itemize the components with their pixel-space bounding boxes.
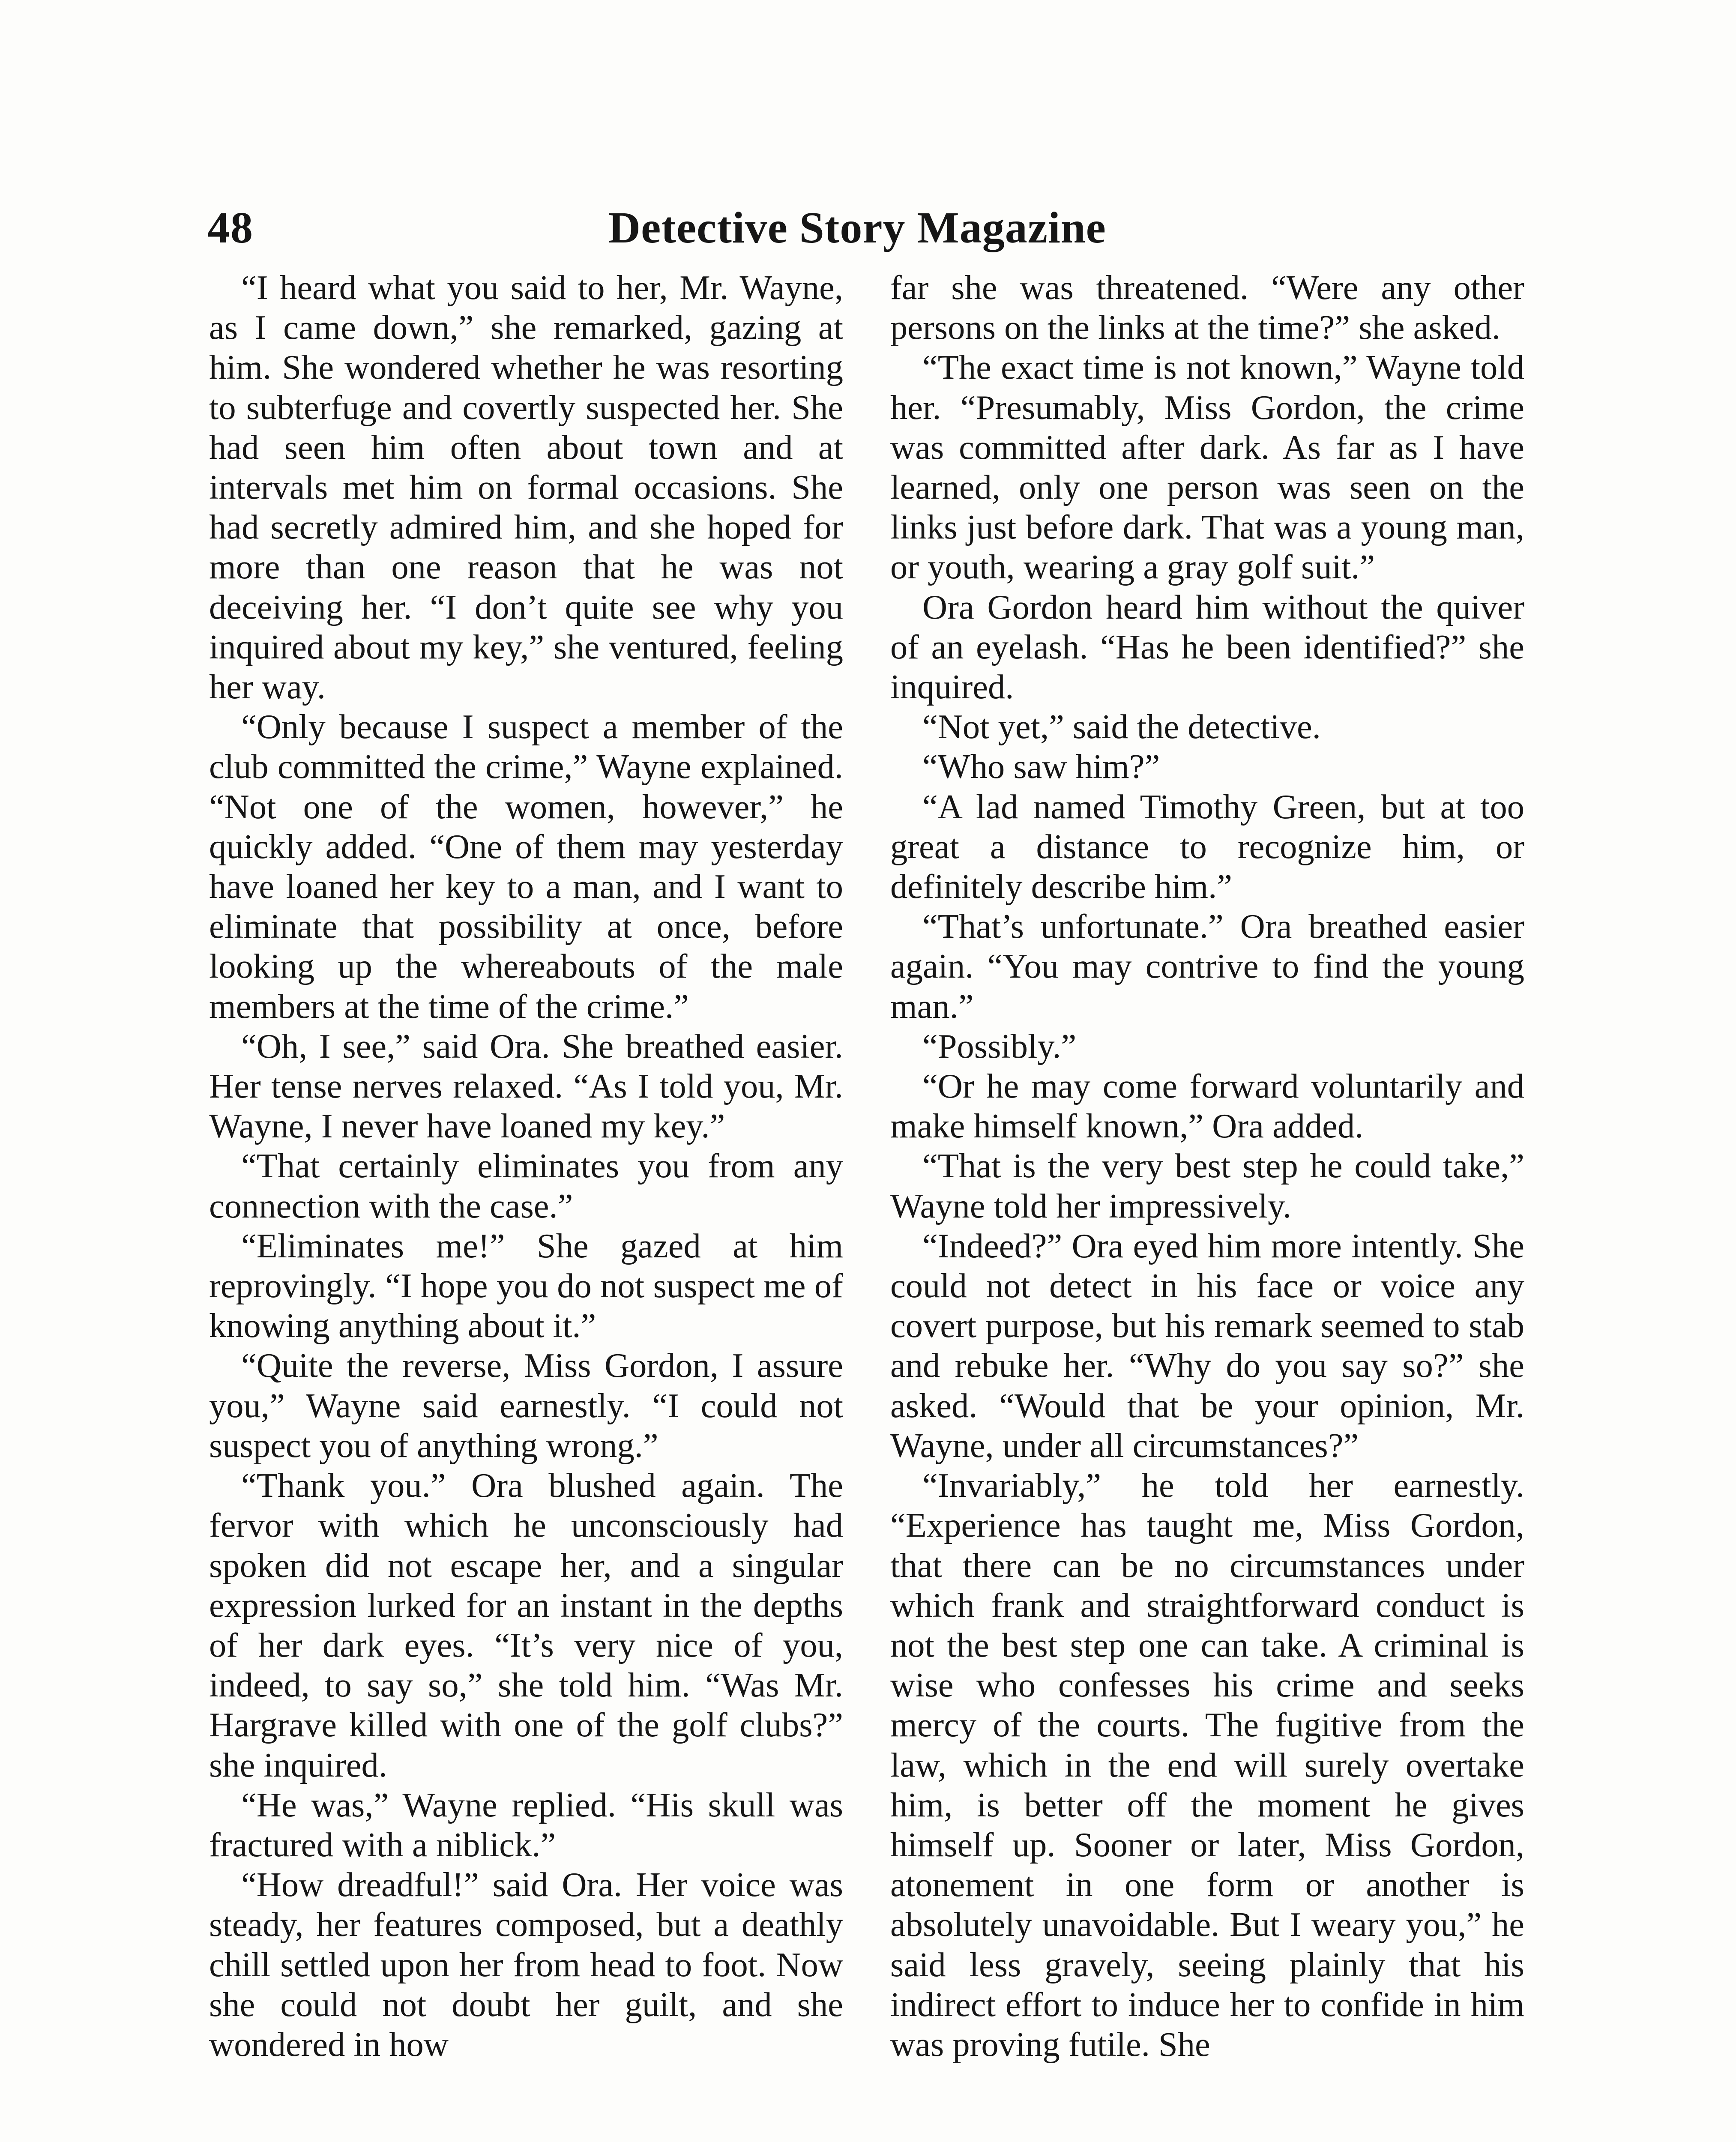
paragraph: “Only because I suspect a member of the club committed the crime,” Wayne explained. “Not one of the women, however,” he quickly added. “One of them may yesterday have loaned her key to a man, and I want to eliminate that possibility at once, before looking up the whereabouts of the male members at the time of the crime.” bbox=[209, 708, 843, 1026]
paragraph: “Quite the reverse, Miss Gordon, I assure you,” Wayne said earnestly. “I could not suspect you of anything wrong.” bbox=[209, 1346, 843, 1465]
running-head: Detective Story Magazine bbox=[608, 203, 1106, 252]
paragraph: “A lad named Timothy Green, but at too great a distance to recognize him, or definitely describe him.” bbox=[890, 787, 1524, 906]
paragraph: “Invariably,” he told her earnestly. “Experience has taught me, Miss Gordon, that there can be no circumstances under which frank and straightforward conduct is not the best step one can take. A criminal is wise who confesses his crime and seeks mercy of the courts. The fugitive from the law, which in the end will surely overtake him, is better off the moment he gives himself up. Sooner or later, Miss Gordon, atonement in one form or another is absolutely unavoidable. But I weary you,” he said less gravely, seeing plainly that his indirect effort to induce her to confide in him was proving futile. She bbox=[890, 1466, 1524, 2064]
paragraph: “Who saw him?” bbox=[922, 748, 1160, 786]
page-number: 48 bbox=[207, 203, 254, 252]
paragraph: “Indeed?” Ora eyed him more intently. She could not detect in his face or voice any covert purpose, but his remark seemed to stab and rebuke her. “Why do you say so?” she asked. “Would that be your opinion, Mr. Wayne, under all circumstances?” bbox=[890, 1227, 1524, 1465]
paragraph: “Not yet,” said the detective. bbox=[922, 708, 1321, 746]
left-column bbox=[209, 268, 843, 2064]
paragraph: “Possibly.” bbox=[922, 1027, 1077, 1065]
right-column bbox=[890, 268, 1524, 2064]
paragraph: “He was,” Wayne replied. “His skull was fractured with a niblick.” bbox=[209, 1786, 843, 1864]
paragraph: “Or he may come forward voluntarily and make himself known,” Ora added. bbox=[890, 1067, 1524, 1146]
paragraph: “Thank you.” Ora blushed again. The fervor with which he unconsciously had spoken did not escape her, and a singular expression lurked for an instant in the depths of her dark eyes. “It’s very nice of you, indeed, to say so,” she told him. “Was Mr. Hargrave killed with one of the golf clubs?” she inquired. bbox=[209, 1466, 843, 1784]
paragraph: “Eliminates me!” She gazed at him reprovingly. “I hope you do not suspect me of knowing anything about it.” bbox=[209, 1227, 843, 1345]
paragraph-continued: far she was threatened. “Were any other persons on the links at the time?” she asked. bbox=[890, 269, 1524, 347]
paragraph: “That’s unfortunate.” Ora breathed easier again. “You may contrive to find the young man.” bbox=[890, 907, 1524, 1026]
paragraph: “That is the very best step he could take,” Wayne told her impressively. bbox=[890, 1147, 1524, 1225]
paragraph: “I heard what you said to her, Mr. Wayne, as I came down,” she remarked, gazing at him. She wondered whether he was resorting to subterfuge and covertly suspected her. She had seen him often about town and at intervals met him on formal occasions. She had secretly admired him, and she hoped for more than one reason that he was not deceiving her. “I don’t quite see why you inquired about my key,” she ventured, feeling her way. bbox=[209, 269, 843, 706]
paragraph: “The exact time is not known,” Wayne told her. “Presumably, Miss Gordon, the crime was committed after dark. As far as I have learned, only one person was seen on the links just before dark. That was a young man, or youth, wearing a gray golf suit.” bbox=[890, 348, 1524, 586]
paragraph: “That certainly eliminates you from any connection with the case.” bbox=[209, 1147, 843, 1225]
paragraph: “Oh, I see,” said Ora. She breathed easier. Her tense nerves relaxed. “As I told you, Mr. Wayne, I never have loaned my key.” bbox=[209, 1027, 843, 1146]
paragraph: “How dreadful!” said Ora. Her voice was steady, her features composed, but a deathly chill settled upon her from head to foot. Now she could not doubt her guilt, and she wondered in how bbox=[209, 1866, 843, 2064]
paragraph: Ora Gordon heard him without the quiver of an eyelash. “Has he been identified?” she inquired. bbox=[890, 588, 1524, 706]
